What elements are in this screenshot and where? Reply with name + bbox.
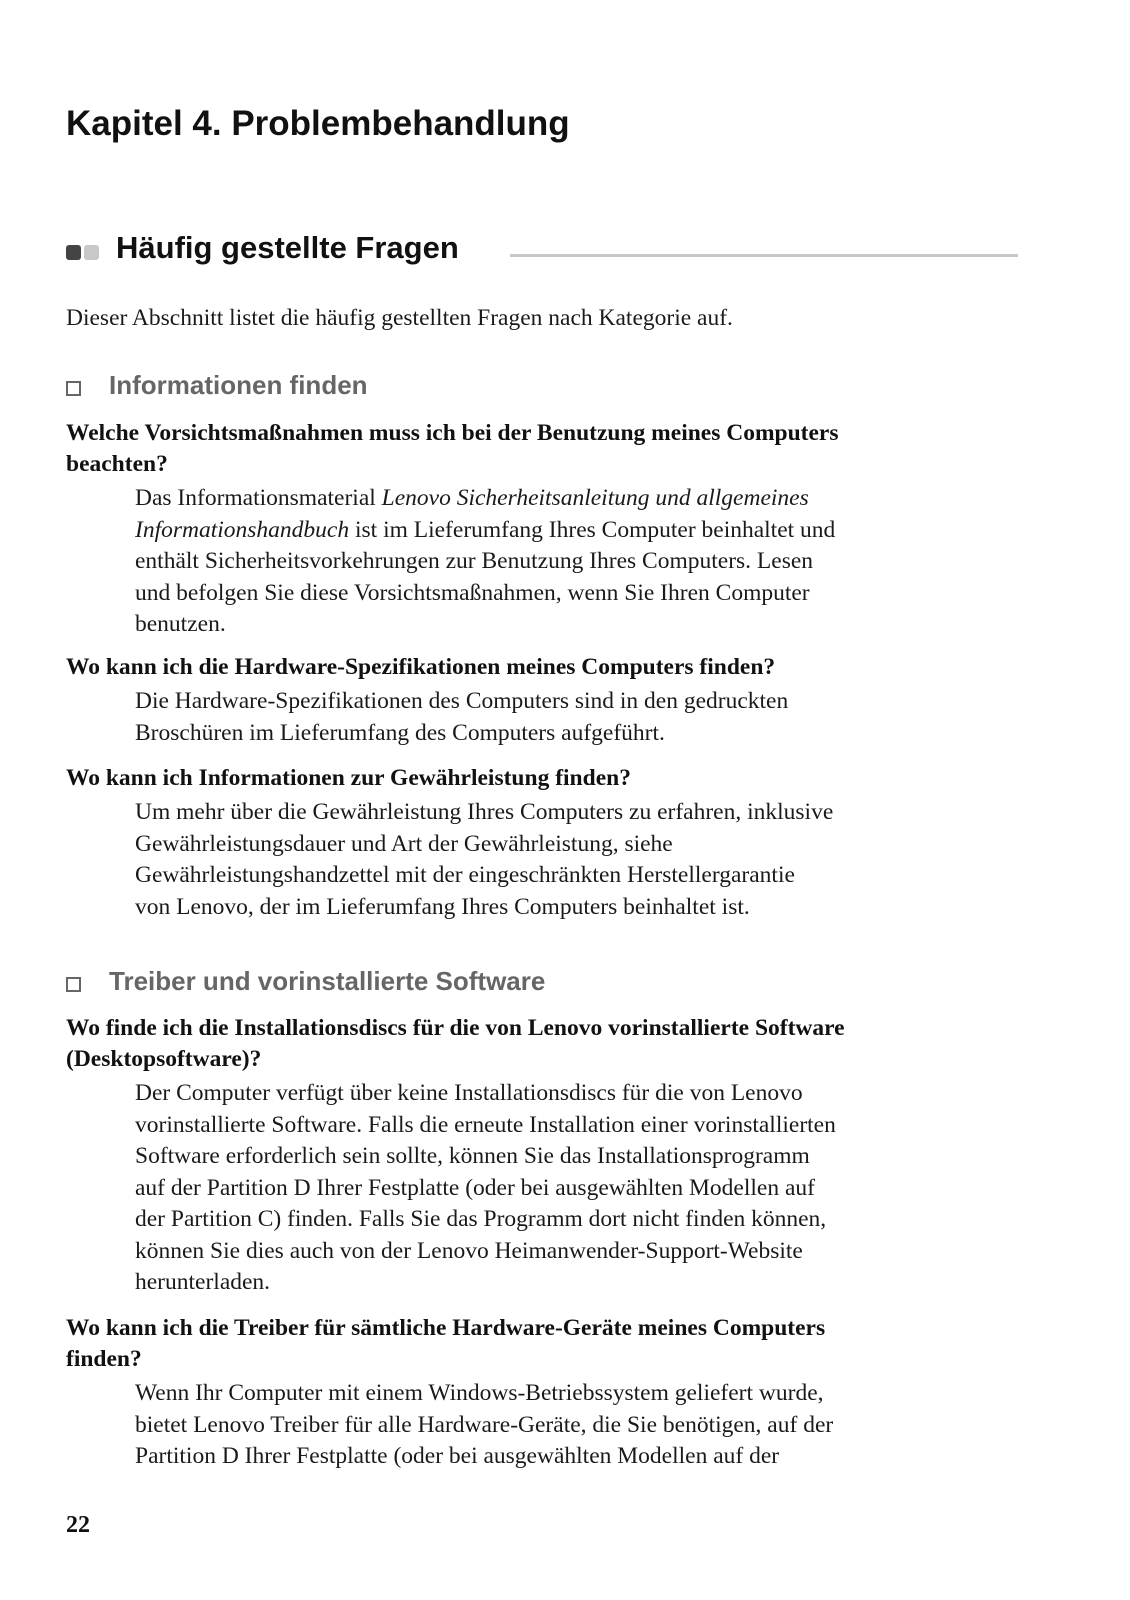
faq-answer: Die Hardware-Spezifikationen des Computers sind in den gedruckten Broschüren im Lieferumfang des Computers aufgeführt.: [135, 688, 789, 746]
faq-answer: Um mehr über die Gewährleistung Ihres Computers zu erfahren, inklusive Gewährleistungsdauer und Art der Gewährleistung, siehe Gewährleistungshandzettel mit der eingeschränkten Herstellergarantie von Lenovo, der im Lieferumfang Ihres Computers beinhaltet ist.: [135, 799, 834, 920]
faq-answer: Der Computer verfügt über keine Installationsdiscs für die von Lenovo vorinstallierte Software. Falls die erneute Installation einer vorinstallierten Software erforderlich sein sollte, können Sie das Installationsprogramm auf der Partition D Ihrer Festplatte (oder bei ausgewählten Modellen auf der Partition C) finden. Falls Sie das Programm dort nicht finden können, können Sie dies auch von der Lenovo Heimanwender-Support-Website herunterladen.: [135, 1080, 836, 1295]
section-intro: Dieser Abschnitt listet die häufig gestellten Fragen nach Kategorie auf.: [66, 305, 733, 331]
faq-item: [66, 418, 1026, 641]
square-bullet-icon: [66, 977, 81, 992]
faq-question: Wo finde ich die Installationsdiscs für die von Lenovo vorinstallierte Software (Desktopsoftware)?: [66, 1015, 845, 1072]
faq-question: Welche Vorsichtsmaßnahmen muss ich bei der Benutzung meines Computers beachten?: [66, 420, 839, 477]
faq-item: [66, 652, 1026, 749]
category-heading: [66, 370, 368, 401]
faq-question: Wo kann ich die Treiber für sämtliche Hardware-Geräte meines Computers finden?: [66, 1315, 826, 1372]
faq-item: [66, 763, 1026, 923]
section-title: Häufig gestellte Fragen: [116, 230, 459, 265]
faq-item: [66, 1013, 1026, 1299]
section-header: [66, 230, 1018, 274]
category-heading: [66, 966, 545, 997]
faq-question: Wo kann ich Informationen zur Gewährleistung finden?: [66, 765, 631, 791]
faq-answer: Wenn Ihr Computer mit einem Windows-Betriebssystem geliefert wurde, bietet Lenovo Treiber für alle Hardware-Geräte, die Sie benötigen, auf der Partition D Ihrer Festplatte (oder bei ausgewählten Modellen auf der: [135, 1380, 834, 1469]
section-divider: [510, 254, 1018, 257]
faq-item: [66, 1313, 1026, 1473]
square-bullet-icon: [66, 381, 81, 396]
chapter-title: Kapitel 4. Problembehandlung: [66, 104, 570, 143]
page-number: 22: [66, 1512, 90, 1538]
category-title: Treiber und vorinstallierte Software: [109, 966, 546, 996]
faq-question: Wo kann ich die Hardware-Spezifikationen meines Computers finden?: [66, 654, 776, 680]
category-title: Informationen finden: [109, 370, 368, 400]
section-bullet-icon: [66, 245, 102, 263]
faq-answer: Das Informationsmaterial Lenovo Sicherheitsanleitung und allgemeines Informationshandbuch ist im Lieferumfang Ihres Computer beinhaltet und enthält Sicherheitsvorkehrungen zur Benutzung Ihres Computers. Lesen und befolgen Sie diese Vorsichtsmaßnahmen, wenn Sie Ihren Computer benutzen.: [135, 485, 836, 637]
